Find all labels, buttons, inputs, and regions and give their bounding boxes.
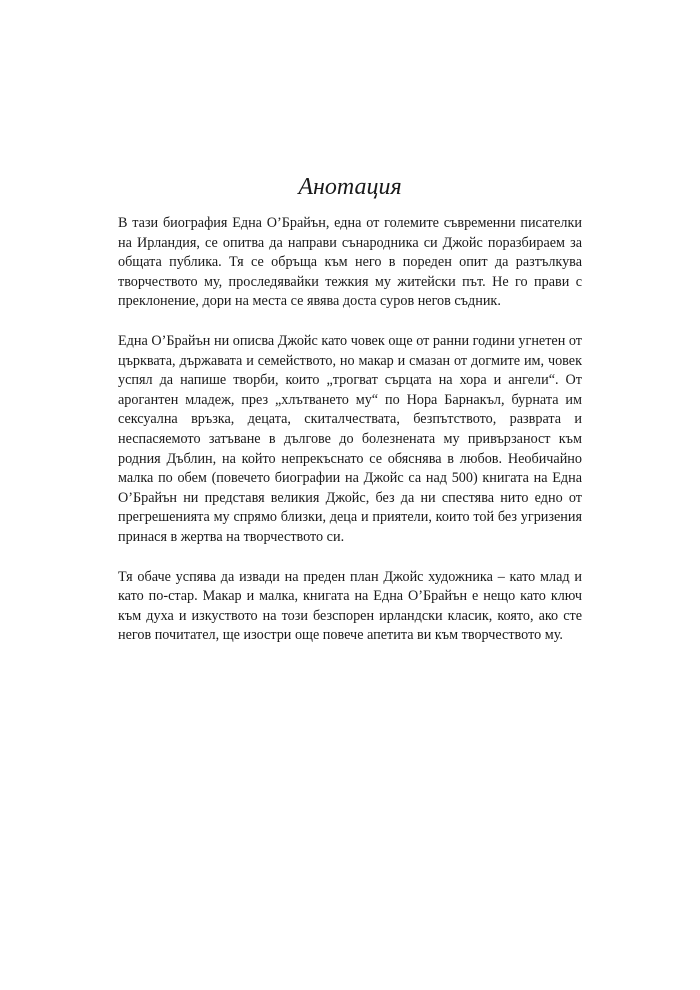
paragraph-2: Една О’Брайън ни описва Джойс като човек още от ранни години угнетен от църквата, държавата и семейството, но макар и смазан от догмите им, човек успял да напише творби, които „трогват сърцата на хора и ангели“. От арогантен младеж, през „хлътването му“ по Нора Барнакъл, бурната им сексуална връзка, децата, скиталчествата, безпътството, разврата и неспасяемото затъване в дългове до болезнената му привързаност към родния Дъблин, на който непрекъснато се обяснява в любов. Необичайно малка по обем (повечето биографии на Джойс са над 500) книгата на Една О’Брайън ни представя великия Джойс, без да ни спестява нито едно от прегрешенията му спрямо близки, деца и приятели, които той без угризения принася в жертва на творчеството си. [118, 332, 582, 545]
paragraph-1: В тази биография Една О’Брайън, една от големите съвременни писателки на Ирландия, се опитва да направи сънародника си Джойс поразбираем за общата публика. Тя се обръща към него в пореден опит да разтълкува творчеството му, проследявайки тежкия му житейски път. Не го прави с преклонение, дори на места се явява доста суров негов съдник. [118, 215, 582, 310]
paragraph-3: Тя обаче успява да извади на преден план Джойс художника – като млад и като по-стар. Макар и малка, книгата на Една О’Брайън е нещо като ключ към духа и изкуството на този безспорен ирландски класик, която, ако сте негов почитател, ще изостри още повече апетита ви към творчеството му. [118, 568, 582, 644]
annotation-page [118, 172, 582, 666]
page-title: Анотация [298, 174, 402, 200]
